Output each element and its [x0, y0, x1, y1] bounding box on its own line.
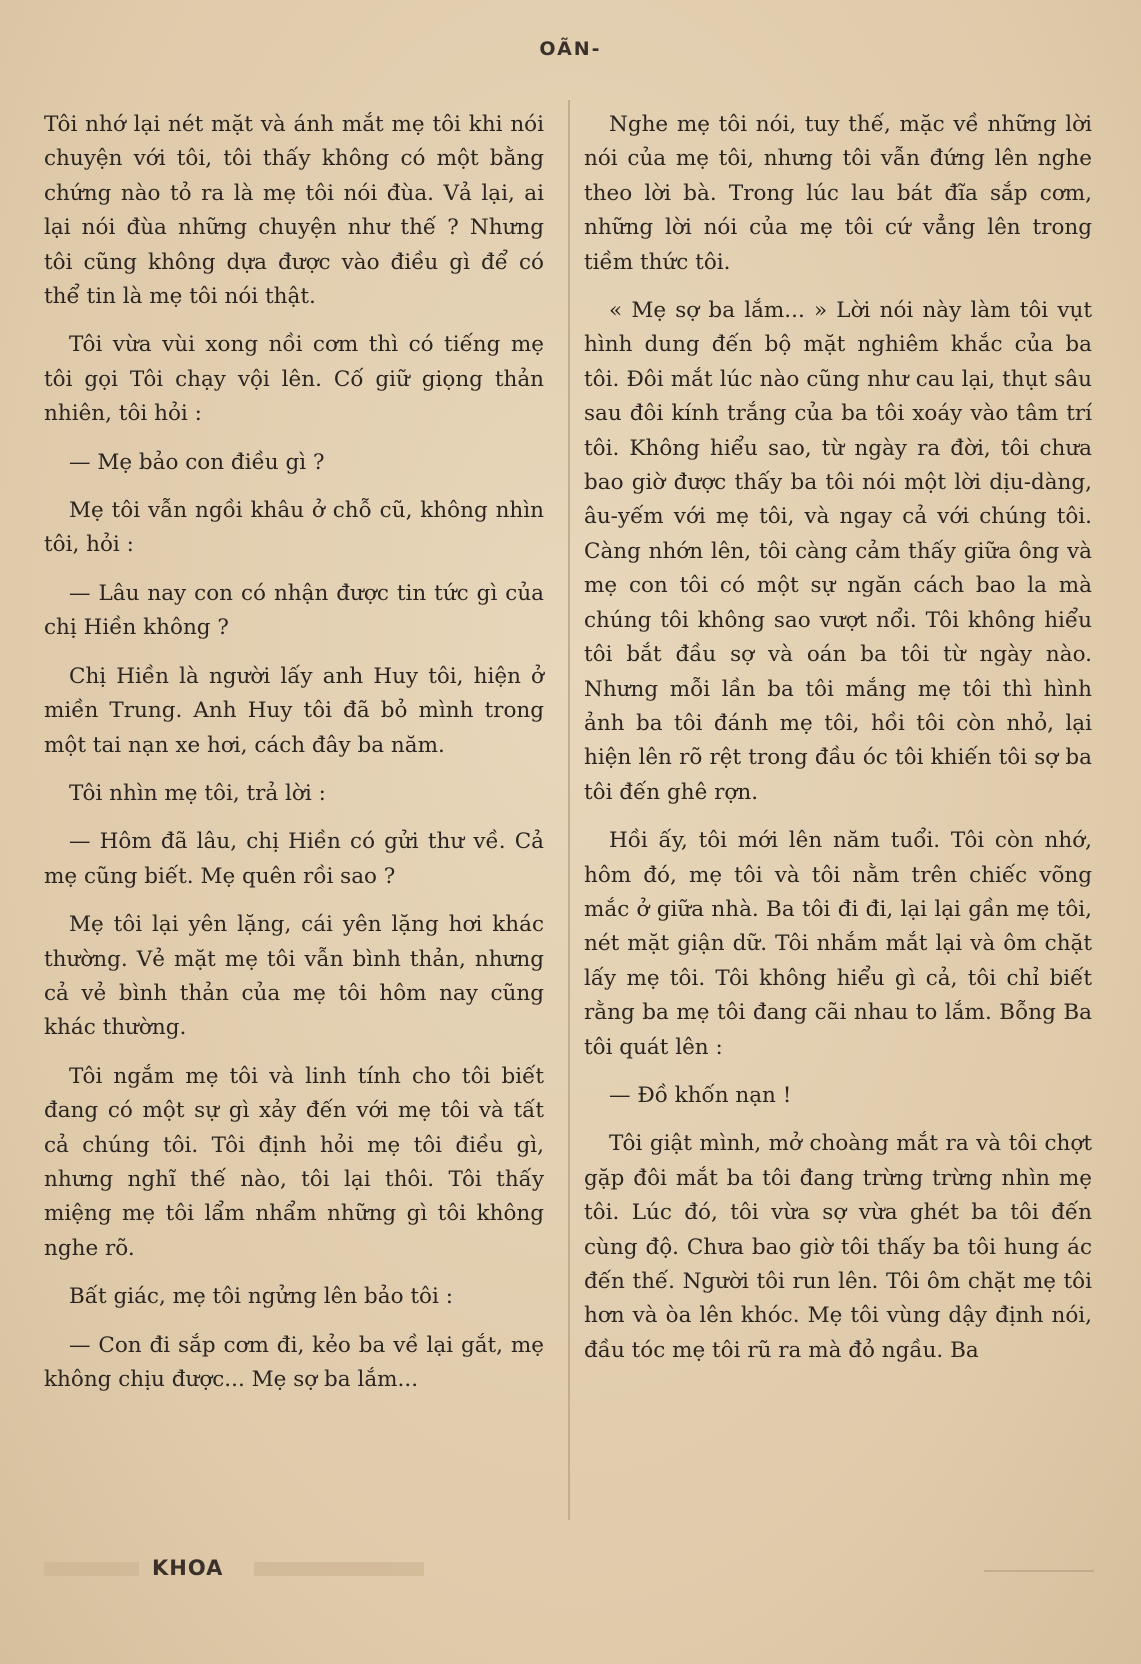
faded-footer-text [254, 1562, 424, 1576]
dialogue-line: — Lâu nay con có nhận được tin tức gì của chị Hiền không ? [44, 580, 544, 641]
dialogue-line: — Con đi sắp cơm đi, kẻo ba về lại gắt, mẹ không chịu được... Mẹ sợ ba lắm... [44, 1332, 544, 1392]
right-column [584, 108, 1092, 1382]
dialogue-line: — Đồ khốn nạn ! [609, 1082, 792, 1108]
footer-brand: KHOA [152, 1556, 224, 1580]
paragraph: Tôi ngắm mẹ tôi và linh tính cho tôi biết đang có một sự gì xảy đến với mẹ tôi và tất cả chúng tôi. Tôi định hỏi mẹ tôi điều gì, nhưng nghĩ thế nào, tôi lại thôi. Tôi thấy miệng mẹ tôi lẩm nhẩm những gì tôi không nghe rõ. [44, 1063, 544, 1261]
paragraph: Mẹ tôi lại yên lặng, cái yên lặng hơi khác thường. Vẻ mặt mẹ tôi vẫn bình thản, nhưng cả vẻ bình thản của mẹ tôi hôm nay cũng khác thường. [44, 912, 544, 1041]
faded-footer-text [44, 1562, 139, 1576]
dialogue-line: — Mẹ bảo con điều gì ? [69, 449, 325, 475]
paragraph: « Mẹ sợ ba lắm... » Lời nói này làm tôi vụt hình dung đến bộ mặt nghiêm khắc của ba tôi. Đôi mắt lúc nào cũng như cau lại, thụt sâu sau đôi kính trắng của ba tôi xoáy vào tâm trí tôi. Không hiểu sao, từ ngày ra đời, tôi chưa bao giờ được thấy ba tôi nói một lời dịu-dàng, âu-yếm với mẹ tôi, và ngay cả với chúng tôi. Càng nhớn lên, tôi càng cảm thấy giữa ông và mẹ con tôi có một sự ngăn cách bao la mà chúng tôi không sao vượt nổi. Tôi không hiểu tôi bắt đầu sợ và oán ba tôi từ ngày nào. Nhưng mỗi lần ba tôi mắng mẹ tôi thì hình ảnh ba tôi đánh mẹ tôi, hồi tôi còn nhỏ, lại hiện lên rõ rệt trong đầu óc tôi khiến tôi sợ ba tôi đến ghê rợn. [584, 298, 1092, 805]
paragraph: Mẹ tôi vẫn ngồi khâu ở chỗ cũ, không nhìn tôi, hỏi : [44, 498, 544, 558]
dialogue-line: — Hôm đã lâu, chị Hiền có gửi thư về. Cả mẹ cũng biết. Mẹ quên rồi sao ? [44, 829, 544, 889]
paragraph: Tôi giật mình, mở choàng mắt ra và tôi chợt gặp đôi mắt ba tôi đang trừng trừng nhìn mẹ tôi. Lúc đó, tôi vừa sợ vừa ghét ba tôi đến cùng độ. Chưa bao giờ tôi thấy ba tôi hung ác đến thế. Người tôi run lên. Tôi ôm chặt mẹ tôi hơn và òa lên khóc. Mẹ tôi vùng dậy định nói, đầu tóc mẹ tôi rũ ra mà đỏ ngầu. Ba [584, 1131, 1092, 1363]
paragraph: Nghe mẹ tôi nói, tuy thế, mặc về những lời nói của mẹ tôi, nhưng tôi vẫn đứng lên nghe theo lời bà. Trong lúc lau bát đĩa sắp cơm, những lời nói của mẹ tôi cứ vẳng lên trong tiềm thức tôi. [584, 112, 1092, 275]
paragraph: Tôi nhìn mẹ tôi, trả lời : [69, 780, 326, 806]
paragraph: Tôi nhớ lại nét mặt và ánh mắt mẹ tôi khi nói chuyện với tôi, tôi thấy không có một bằng chứng nào tỏ ra là mẹ tôi nói đùa. Vả lại, ai lại nói đùa những chuyện như thế ? Nhưng tôi cũng không dựa được vào điều gì để có thể tin là mẹ tôi nói thật. [44, 112, 544, 310]
paragraph: Hồi ấy, tôi mới lên năm tuổi. Tôi còn nhớ, hôm đó, mẹ tôi và tôi nằm trên chiếc võng mắc ở giữa nhà. Ba tôi đi đi, lại lại gần mẹ tôi, nét mặt giận dữ. Tôi nhắm mắt lại và ôm chặt lấy mẹ tôi. Tôi không hiểu gì cả, tôi chỉ biết rằng ba mẹ tôi đang cãi nhau to lắm. Bỗng Ba tôi quát lên : [584, 828, 1092, 1060]
page-footer [44, 1556, 1094, 1586]
page-header-title: OÃN- [539, 38, 602, 60]
paragraph: Bất giác, mẹ tôi ngửng lên bảo tôi : [69, 1284, 453, 1310]
paragraph: Chị Hiền là người lấy anh Huy tôi, hiện ở miền Trung. Anh Huy tôi đã bỏ mình trong một tai nạn xe hơi, cách đây ba năm. [44, 663, 544, 758]
footer-rule [984, 1570, 1094, 1572]
column-divider [568, 100, 570, 1520]
paragraph: Tôi vừa vùi xong nồi cơm thì có tiếng mẹ tôi gọi Tôi chạy vội lên. Cố giữ giọng thản nhiên, tôi hỏi : [44, 332, 544, 427]
left-column [44, 108, 544, 1411]
